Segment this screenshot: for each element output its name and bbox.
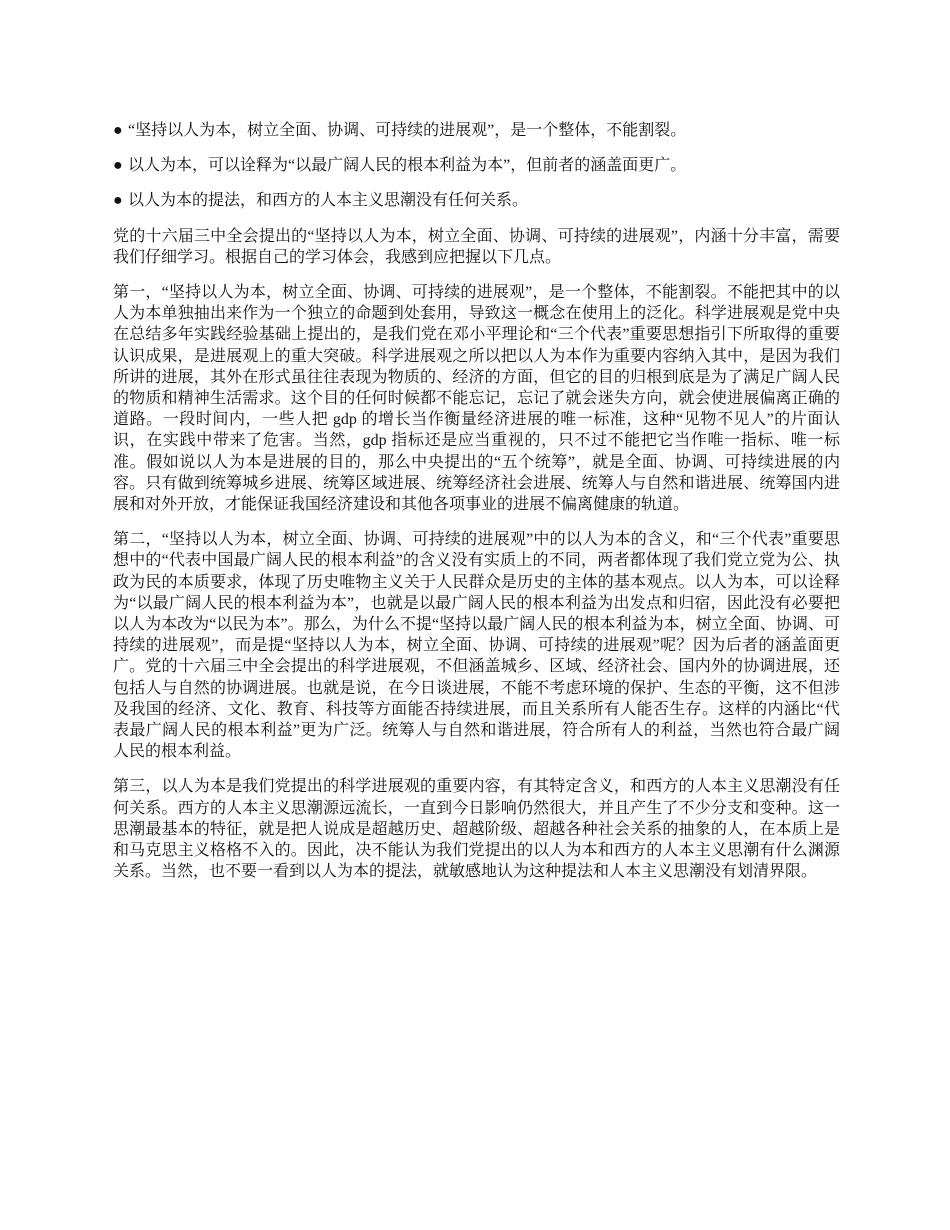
first-point-paragraph: 第一，“坚持以人为本，树立全面、协调、可持续的进展观”，是一个整体，不能割裂。不能把其中的以人为本单独抽出来作为一个独立的命题到处套用，导致这一概念在使用上的泛化。科学进展观是党中央在总结多年实践经验基础上提出的，是我们党在邓小平理论和“三个代表”重要思想指引下所取得的重要认识成果，是进展观上的重大突破。科学进展观之所以把以人为本作为重要内容纳入其中，是因为我们所讲的进展，其外在形式虽往往表现为物质的、经济的方面，但它的目的归根到底是为了满足广阔人民的物质和精神生活需求。这个目的任何时候都不能忘记，忘记了就会迷失方向，就会使进展偏离正确的道路。一段时间内，一些人把 gdp 的增长当作衡量经济进展的唯一标准，这种“见物不见人”的片面认识，在实践中带来了危害。当然，gdp 指标还是应当重视的，只不过不能把它当作唯一指标、唯一标准。假如说以人为本是进展的目的，那么中央提出的“五个统筹”，就是全面、协调、可持续进展的内容。只有做到统筹城乡进展、统筹区域进展、统筹经济社会进展、统筹人与自然和谐进展、统筹国内进展和对外开放，才能保证我国经济建设和其他各项事业的进展不偏离健康的轨道。 <box>113 284 840 514</box>
key-point-item <box>113 190 840 211</box>
bullet-icon: ● <box>113 157 123 175</box>
key-point-text: 以人为本，可以诠释为“以最广阔人民的根本利益为本”，但前者的涵盖面更广。 <box>128 157 687 175</box>
bullet-icon: ● <box>113 192 123 210</box>
key-point-item <box>113 120 840 141</box>
key-point-text: 以人为本的提法，和西方的人本主义思潮没有任何关系。 <box>128 192 529 210</box>
intro-paragraph: 党的十六届三中全会提出的“坚持以人为本，树立全面、协调、可持续的进展观”，内涵十分丰富，需要我们仔细学习。根据自己的学习体会，我感到应把握以下几点。 <box>113 227 840 266</box>
bullet-icon: ● <box>113 122 123 139</box>
second-point-paragraph: 第二，“坚持以人为本，树立全面、协调、可持续的进展观”中的以人为本的含义，和“三个代表”重要思想中的“代表中国最广阔人民的根本利益”的含义没有实质上的不同，两者都体现了我们党立党为公、执政为民的本质要求，体现了历史唯物主义关于人民群众是历史的主体的基本观点。以人为本，可以诠释为“以最广阔人民的根本利益为本”，也就是以最广阔人民的根本利益为出发点和归宿，因此没有必要把以人为本改为“以民为本”。那么，为什么不提“坚持以最广阔人民的根本利益为本，树立全面、协调、可持续的进展观”，而是提“坚持以人为本，树立全面、协调、可持续的进展观”呢？因为后者的涵盖面更广。党的十六届三中全会提出的科学进展观，不但涵盖城乡、区域、经济社会、国内外的协调进展，还包括人与自然的协调进展。也就是说，在今日谈进展，不能不考虑环境的保护、生态的平衡，这不但涉及我国的经济、文化、教育、科技等方面能否持续进展，而且关系所有人能否生存。这样的内涵比“代表最广阔人民的根本利益”更为广泛。统筹人与自然和谐进展，符合所有人的利益，当然也符合最广阔人民的根本利益。 <box>113 531 840 761</box>
document-page <box>113 120 840 897</box>
third-point-paragraph: 第三，以人为本是我们党提出的科学进展观的重要内容，有其特定含义，和西方的人本主义思潮没有任何关系。西方的人本主义思潮源远流长，一直到今日影响仍然很大，并且产生了不少分支和变种。这一思潮最基本的特征，就是把人说成是超越历史、超越阶级、超越各种社会关系的抽象的人，在本质上是和马克思主义格格不入的。因此，决不能认为我们党提出的以人为本和西方的人本主义思潮有什么渊源关系。当然，也不要一看到以人为本的提法，就敏感地认为这种提法和人本主义思潮没有划清界限。 <box>113 778 840 881</box>
key-point-item <box>113 155 840 176</box>
key-points-list <box>113 120 840 212</box>
key-point-text: “坚持以人为本，树立全面、协调、可持续的进展观”，是一个整体，不能割裂。 <box>128 122 687 139</box>
